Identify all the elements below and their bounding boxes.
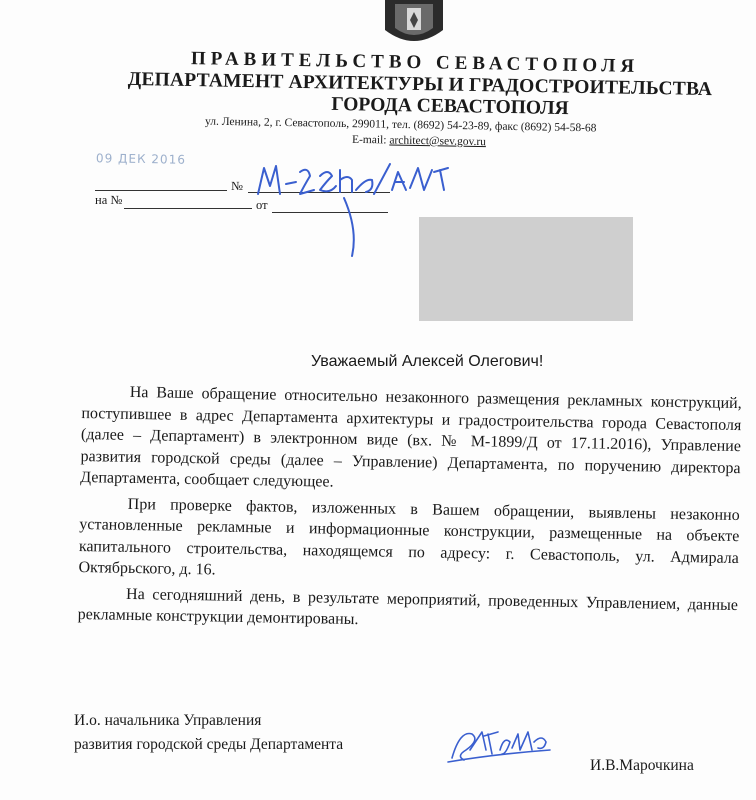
signatory-title-line-2: развития городской среды Департамента (74, 736, 344, 753)
from-label: от (256, 198, 268, 212)
date-line (95, 190, 227, 191)
reply-to-line (124, 208, 252, 209)
signatory-title-line-1: И.о. начальника Управления (74, 712, 262, 729)
header-department: ДЕПАРТАМЕНТ АРХИТЕКТУРЫ И ГРАДОСТРОИТЕЛЬСТВА (127, 68, 713, 101)
reply-to-label: на № (95, 193, 123, 207)
email-link[interactable]: architect@sev.gov.ru (389, 134, 487, 149)
header-email (352, 134, 486, 148)
header-government: ПРАВИТЕЛЬСТВО СЕВАСТОПОЛЯ (190, 48, 640, 77)
email-label: E-mail: (351, 133, 387, 147)
header-address: ул. Ленина, 2, г. Севастополь, 299011, тел. (8692) 54-23-89, факс (8692) 54-58-68 (204, 115, 597, 135)
header-city: ГОРОДА СЕВАСТОПОЛЯ (331, 93, 569, 120)
letter-body (78, 381, 742, 638)
date-stamp: 09 ДЕК 2016 (95, 151, 187, 167)
body-paragraph-2: При проверке фактов, изложенных в Вашем обращении, выявлены незаконно установленные рекламные и информационные конструкции, размещенные на объекте капитального строительства, находящемся по адресу: г. Севастополь, ул. Адмирала Октябрьского, д. 16. (78, 495, 740, 579)
greeting: Уважаемый Алексей Олегович! (311, 353, 544, 370)
body-paragraph-3: На сегодняшний день, в результате мероприятий, проведенных Управлением, данные рекламные конструкции демонтированы. (77, 585, 739, 629)
sevastopol-coat-of-arms-emblem (383, 0, 445, 46)
number-label: № (231, 179, 243, 193)
signatory-name: И.В.Марочкина (590, 757, 694, 774)
handwritten-signature (446, 720, 556, 770)
body-paragraph-1: На Ваше обращение относительно незаконного размещения рекламных конструкций, поступившее в адрес Департамента архитектуры и градостроительства города Севастополя (далее – Департамент) в электронном виде (вх. № М-1899/Д от 17.11.2016), Управление развития городской среды (далее – Управление) Департамента, по поручению директора Департамента, сообщает следующее. (80, 383, 742, 491)
redacted-addressee-block (419, 217, 633, 321)
